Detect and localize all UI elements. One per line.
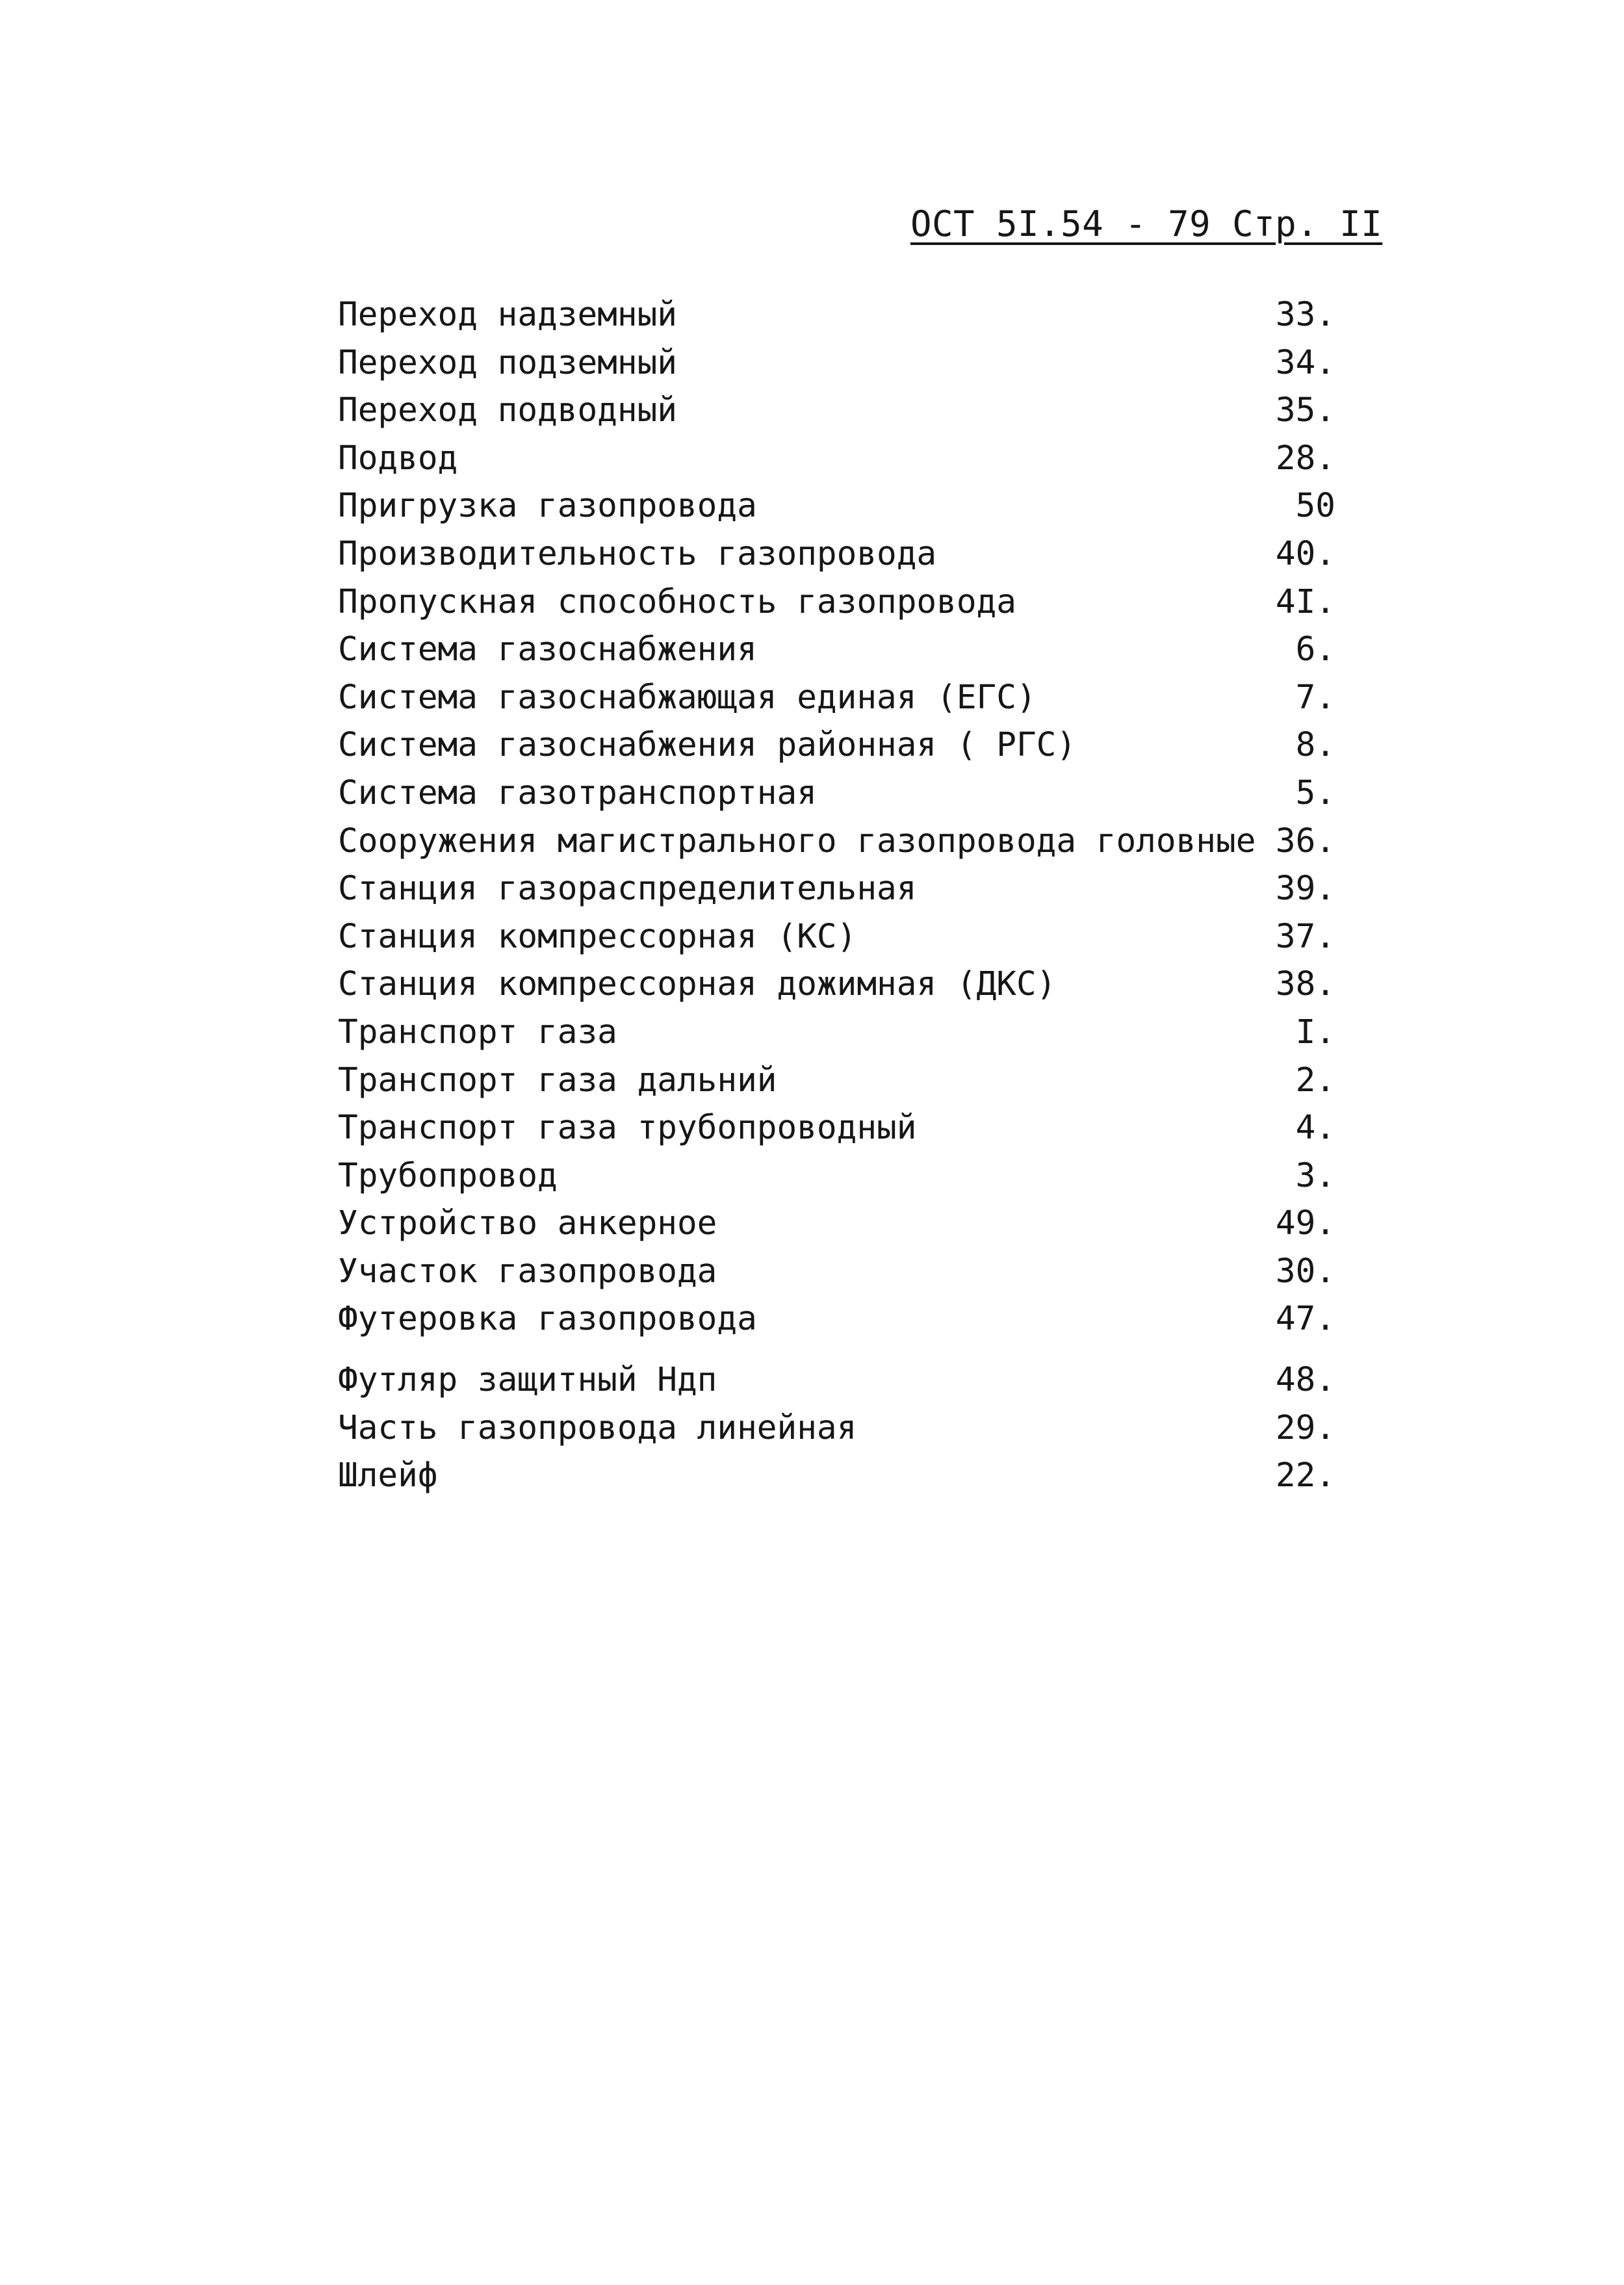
index-term: Производительность газопровода xyxy=(338,534,937,573)
index-ref-number: 48. xyxy=(1275,1361,1335,1400)
index-entry xyxy=(338,865,1342,913)
index-entry xyxy=(338,769,1342,818)
index-ref-number: 2. xyxy=(1295,1061,1335,1100)
index-ref-number: 37. xyxy=(1275,917,1335,956)
index-term: Система газоснабжающая единая (ЕГС) xyxy=(338,678,1037,717)
index-entry xyxy=(338,1404,1342,1452)
index-term: Пропускная способность газопровода xyxy=(338,582,1016,621)
index-entry xyxy=(338,339,1342,387)
index-term: Участок газопровода xyxy=(338,1252,717,1291)
index-entry xyxy=(338,1009,1342,1057)
index-ref-number: 5. xyxy=(1295,773,1335,812)
index-term: Футеровка газопровода xyxy=(338,1300,757,1339)
index-ref-number: 39. xyxy=(1275,870,1335,909)
index-entry xyxy=(338,1200,1342,1248)
index-term: Система газоснабжения районная ( РГС) xyxy=(338,726,1077,765)
index-entry xyxy=(338,721,1342,769)
index-entry xyxy=(338,674,1342,722)
index-ref-number: 28. xyxy=(1275,439,1335,478)
index-ref-number: 29. xyxy=(1275,1408,1335,1447)
index-entry xyxy=(338,961,1342,1009)
index-ref-number: 35. xyxy=(1275,391,1335,430)
index-term: Станция газораспределительная xyxy=(338,870,917,909)
index-term: Шлейф xyxy=(338,1456,438,1495)
index-ref-number: 6. xyxy=(1295,630,1335,669)
index-ref-number: 7. xyxy=(1295,678,1335,717)
index-entry xyxy=(338,1295,1342,1343)
index-ref-number: 3. xyxy=(1295,1156,1335,1195)
index-ref-number: 33. xyxy=(1275,296,1335,334)
index-entry xyxy=(338,291,1342,339)
index-entry xyxy=(338,1152,1342,1200)
index-entry xyxy=(338,387,1342,435)
index-term: Футляр защитный Ндп xyxy=(338,1361,717,1400)
index-ref-number: 4. xyxy=(1295,1109,1335,1148)
index-entry xyxy=(338,1104,1342,1152)
index-entry xyxy=(338,482,1342,530)
index-ref-number: 36. xyxy=(1275,821,1335,860)
index-term: Система газоснабжения xyxy=(338,630,757,669)
index-term: Транспорт газа xyxy=(338,1013,617,1052)
index-ref-number: 4I. xyxy=(1275,582,1335,621)
index-entry xyxy=(338,818,1342,866)
index-ref-number: 50 xyxy=(1295,487,1335,526)
term-index-list xyxy=(338,291,1342,1500)
index-term: Транспорт газа трубопроводный xyxy=(338,1109,917,1148)
index-term: Трубопровод xyxy=(338,1156,558,1195)
index-ref-number: 49. xyxy=(1275,1204,1335,1243)
index-entry xyxy=(338,530,1342,578)
index-entry xyxy=(338,1057,1342,1105)
index-term: Переход подводный xyxy=(338,391,677,430)
index-entry xyxy=(338,1356,1342,1404)
index-term: Станция компрессорная дожимная (ДКС) xyxy=(338,965,1057,1004)
index-term: Переход надземный xyxy=(338,296,677,334)
index-entry xyxy=(338,578,1342,626)
index-term: Подвод xyxy=(338,439,458,478)
index-term: Сооружения магистрального газопровода головные xyxy=(338,821,1256,860)
index-ref-number: 34. xyxy=(1275,343,1335,382)
index-term: Устройство анкерное xyxy=(338,1204,717,1243)
index-entry xyxy=(338,913,1342,961)
index-ref-number: 30. xyxy=(1275,1252,1335,1291)
index-term: Переход подземный xyxy=(338,343,677,382)
page-header: ОСТ 5I.54 - 79 Стр. II xyxy=(910,203,1383,244)
index-term: Часть газопровода линейная xyxy=(338,1408,857,1447)
index-ref-number: I. xyxy=(1295,1013,1335,1052)
index-term: Станция компрессорная (КС) xyxy=(338,917,857,956)
index-ref-number: 38. xyxy=(1275,965,1335,1004)
index-ref-number: 47. xyxy=(1275,1300,1335,1339)
index-ref-number: 22. xyxy=(1275,1456,1335,1495)
index-term: Транспорт газа дальний xyxy=(338,1061,777,1100)
index-term: Система газотранспортная xyxy=(338,773,817,812)
index-entry xyxy=(338,626,1342,674)
index-entry xyxy=(338,435,1342,483)
index-entry xyxy=(338,1248,1342,1296)
index-ref-number: 8. xyxy=(1295,726,1335,765)
index-ref-number: 40. xyxy=(1275,534,1335,573)
index-term: Пригрузка газопровода xyxy=(338,487,757,526)
index-entry xyxy=(338,1452,1342,1500)
